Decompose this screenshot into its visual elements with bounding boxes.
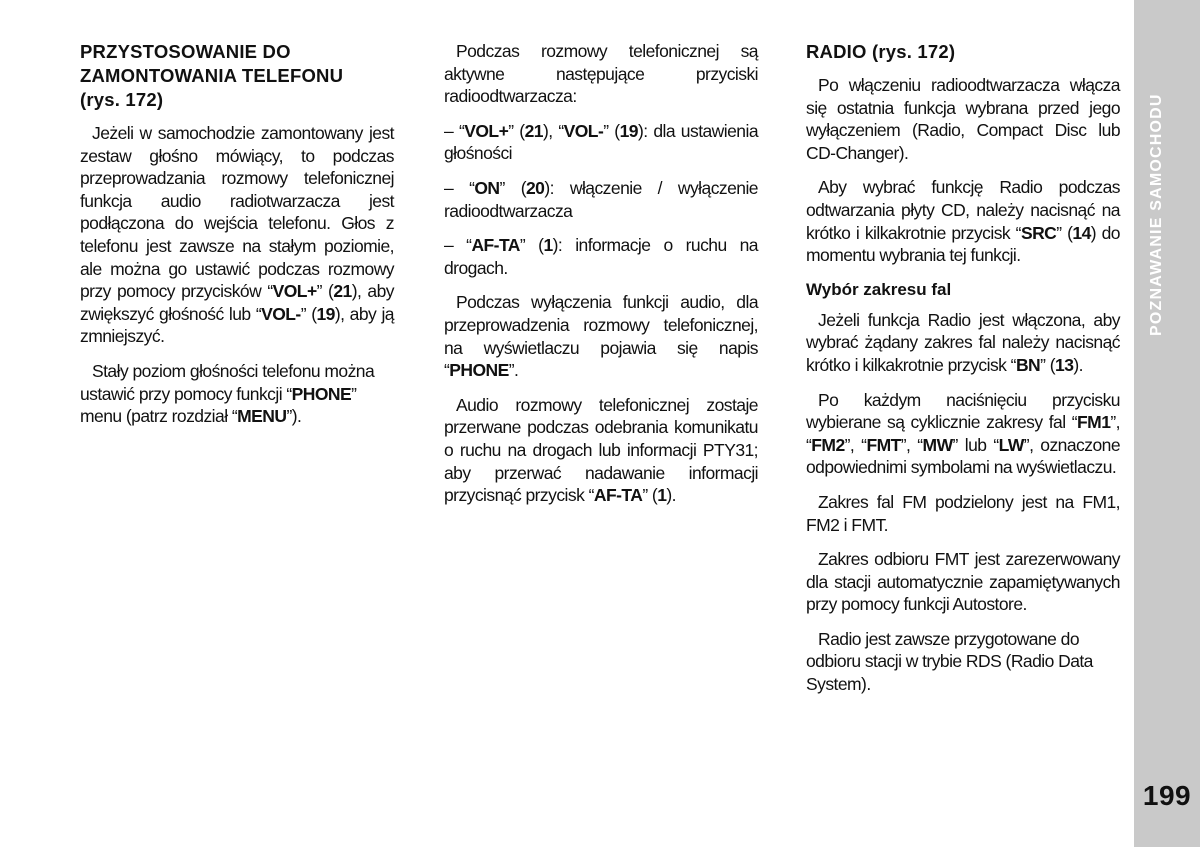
button-number: 1 — [543, 235, 553, 256]
button-name: AF-TA — [593, 485, 643, 506]
paragraph-rds: Radio jest zawsze przygotowane do odbioru stacji w trybie RDS (Radio Data System). — [806, 628, 1093, 695]
paragraph-band-cycle — [806, 389, 1120, 479]
text: ), aby ją zmniejszyć. — [80, 303, 394, 347]
text: ” ( — [300, 303, 317, 324]
text: Po każdym naciśnięciu przycisku wybierane są cyklicznie zakresy fal “ — [806, 389, 1120, 433]
paragraph-band-button — [806, 309, 1120, 377]
heading-figure-ref: (rys. 172) — [80, 89, 164, 110]
text: ) do momentu wybrania tej funkcji. — [806, 222, 1120, 266]
paragraph-last-function: Po włączeniu radioodtwarzacza włącza się ostatnia funkcja wybrana przed jego wyłączeniem (Radio, Compact Disc lub CD-Changer). — [806, 75, 1120, 163]
button-name: AF-TA — [471, 235, 520, 256]
text: ): dla ustawienia głośności — [444, 120, 758, 164]
text: ”, oznaczone odpowiednimi symbolami na wyświetlaczu. — [806, 434, 1120, 478]
paragraph-handsfree — [80, 122, 394, 348]
list-item-power — [444, 177, 758, 222]
text: Jeżeli w samochodzie zamontowany jest zestaw głośno mówiący, to podczas przeprowadzania rozmowy telefonicznej funkcja audio radiotwarzacza jest podłączona do wejścia telefonu. Głos z telefonu jest zawsze na stałym poziomie, ale można go ustawić podczas rozmowy przy pomocy przycisków “ — [80, 123, 394, 302]
subheading-band-select: Wybór zakresu fal — [806, 279, 952, 299]
text: ”, “ — [900, 434, 923, 455]
band-name: MW — [922, 434, 953, 455]
text: ” ( — [642, 485, 658, 506]
section-title: POZNAWANIE SAMOCHODU — [1148, 93, 1165, 336]
heading-line-1: PRZYSTOSOWANIE DO — [80, 41, 291, 62]
paragraph-fmt-reserved: Zakres odbioru FMT jest zarezerwowany dla stacji automatycznie zapamiętywanych przy pomocy funkcji Autostore. — [806, 549, 1120, 615]
heading-radio — [806, 40, 1120, 64]
text: ” ( — [499, 177, 526, 198]
page-number: 199 — [1142, 780, 1192, 811]
button-number: 21 — [524, 120, 543, 141]
band-name: FM1 — [1077, 412, 1111, 433]
text: ” lub “ — [952, 434, 999, 455]
text: ” menu (patrz rozdział “ — [80, 383, 357, 427]
text: ): informacje o ruchu na drogach. — [444, 235, 758, 278]
text: ): włączenie / wyłączenie radioodtwarzacza — [444, 177, 758, 221]
chapter-name: MENU — [237, 406, 287, 427]
text: – “ — [444, 235, 472, 256]
band-name: FMT — [866, 434, 901, 455]
button-number: 21 — [333, 281, 352, 302]
heading-line-2: ZAMONTOWANIA TELEFONU — [80, 65, 344, 86]
text: – “ — [444, 120, 465, 141]
text: ” ( — [316, 281, 334, 302]
text: Audio rozmowy telefonicznej zostaje przerwane podczas odebrania komunikatu o ruchu na drogach lub informacji PTY31; aby przerwać nadawanie informacji przycisnąć przycisk “ — [444, 394, 758, 506]
text: ), aby zwiększyć głośność lub “ — [80, 281, 395, 324]
button-name: BN — [1015, 354, 1041, 375]
text: ”, “ — [806, 412, 1120, 455]
button-name: VOL- — [563, 120, 604, 141]
text: – “ — [444, 177, 475, 198]
column-3 — [806, 40, 1120, 708]
paragraph-select-radio — [806, 176, 1120, 266]
text: ” ( — [508, 120, 525, 141]
paragraph-fm-split: Zakres fal FM podzielony jest na FM1, FM2 i FMT. — [806, 491, 1120, 535]
button-name: ON — [474, 177, 500, 198]
text: ), “ — [542, 120, 564, 141]
heading-figure-ref: (rys. 172) — [871, 41, 956, 62]
button-name: VOL+ — [464, 120, 509, 141]
text: ” ( — [1056, 222, 1073, 243]
display-message: PHONE — [449, 360, 509, 381]
button-number: 13 — [1055, 354, 1074, 375]
button-number: 14 — [1072, 222, 1091, 243]
button-number: 19 — [619, 120, 638, 141]
paragraph-audio-interrupted — [444, 394, 758, 507]
text: ”, “ — [844, 434, 867, 455]
text: ). — [666, 485, 676, 506]
paragraph-audio-off — [444, 291, 758, 381]
list-item-traffic — [444, 234, 758, 279]
band-name: LW — [998, 434, 1024, 455]
function-name: PHONE — [291, 383, 352, 404]
button-name: SRC — [1020, 222, 1057, 243]
text: Aby wybrać funkcję Radio podczas odtwarzania płyty CD, należy nacisnąć na krótko i kilkakrotnie przycisk “ — [806, 177, 1120, 243]
text: Podczas wyłączenia funkcji audio, dla przeprowadzenia rozmowy telefonicznej, na wyświetlaczu pojawia się napis “ — [444, 292, 758, 381]
button-name: VOL- — [261, 303, 301, 324]
button-number: 19 — [316, 303, 335, 324]
text: Stały poziom głośności telefonu można ustawić przy pomocy funkcji “ — [80, 360, 375, 404]
text: ” ( — [603, 120, 620, 141]
paragraph-active-buttons: Podczas rozmowy telefonicznej są aktywne następujące przyciski radioodtwarzacza: — [444, 41, 758, 107]
text: ” ( — [1040, 354, 1056, 375]
text: Jeżeli funkcja Radio jest włączona, aby wybrać żądany zakres fal należy nacisnąć krótko i kilkakrotnie przycisk “ — [806, 309, 1120, 375]
button-number: 1 — [657, 485, 667, 506]
button-name: VOL+ — [272, 281, 317, 302]
heading-text: RADIO — [806, 41, 867, 62]
column-2 — [444, 40, 758, 519]
band-name: FM2 — [811, 434, 845, 455]
text: ). — [1073, 354, 1083, 375]
button-number: 20 — [526, 177, 545, 198]
text: ”. — [508, 360, 519, 381]
paragraph-phone-volume — [80, 360, 394, 428]
text: ” ( — [519, 235, 544, 256]
list-item-volume — [444, 120, 758, 165]
text: ”). — [286, 406, 302, 427]
heading-phone-adaptation — [80, 40, 394, 112]
column-1 — [80, 40, 394, 440]
